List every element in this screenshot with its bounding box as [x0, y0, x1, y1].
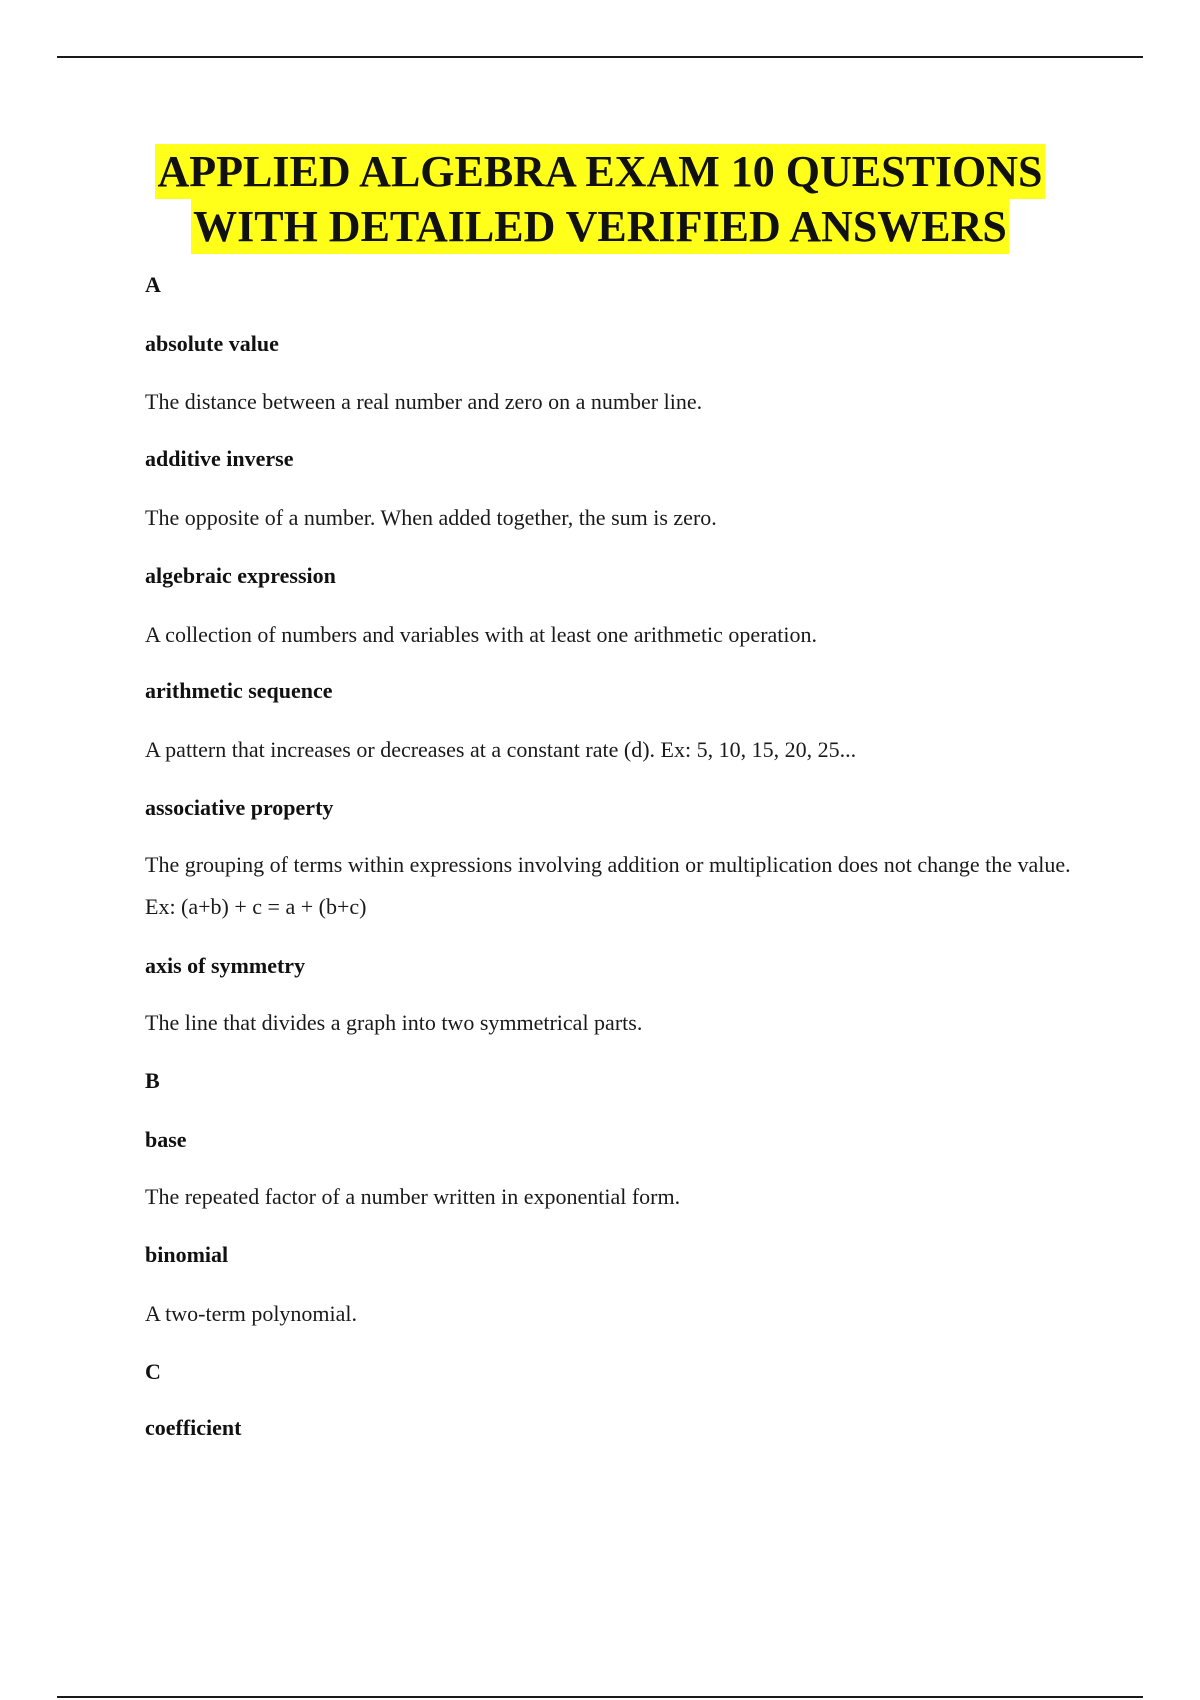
term-associative-property: associative property: [145, 795, 334, 820]
section-letter-c: C: [145, 1359, 161, 1384]
title-line-1: APPLIED ALGEBRA EXAM 10 QUESTIONS: [155, 144, 1044, 199]
page-bottom-rule: [57, 1696, 1143, 1698]
definition-axis-of-symmetry: The line that divides a graph into two symmetrical parts.: [145, 1010, 643, 1035]
term-absolute-value: absolute value: [145, 331, 279, 356]
term-additive-inverse: additive inverse: [145, 446, 294, 471]
term-binomial: binomial: [145, 1242, 229, 1267]
section-letter-b: B: [145, 1068, 160, 1093]
page-top-rule: [57, 56, 1143, 58]
title-line-2: WITH DETAILED VERIFIED ANSWERS: [191, 199, 1009, 254]
definition-arithmetic-sequence: A pattern that increases or decreases at a constant rate (d). Ex: 5, 10, 15, 20, 25...: [145, 737, 857, 762]
definition-associative-property: The grouping of terms within expressions involving addition or multiplication does not change the value. Ex: (a+b) + c = a + (b+c): [145, 852, 1071, 919]
document-title: [0, 144, 1200, 254]
definition-base: The repeated factor of a number written in exponential form.: [145, 1184, 681, 1209]
definition-algebraic-expression: A collection of numbers and variables with at least one arithmetic operation.: [145, 622, 818, 647]
term-arithmetic-sequence: arithmetic sequence: [145, 678, 333, 703]
term-coefficient: coefficient: [145, 1415, 242, 1440]
term-algebraic-expression: algebraic expression: [145, 563, 336, 588]
definition-additive-inverse: The opposite of a number. When added together, the sum is zero.: [145, 505, 717, 530]
definition-binomial: A two-term polynomial.: [145, 1301, 358, 1326]
definition-absolute-value: The distance between a real number and zero on a number line.: [145, 389, 703, 414]
term-axis-of-symmetry: axis of symmetry: [145, 953, 306, 978]
term-base: base: [145, 1127, 187, 1152]
section-letter-a: A: [145, 272, 161, 297]
